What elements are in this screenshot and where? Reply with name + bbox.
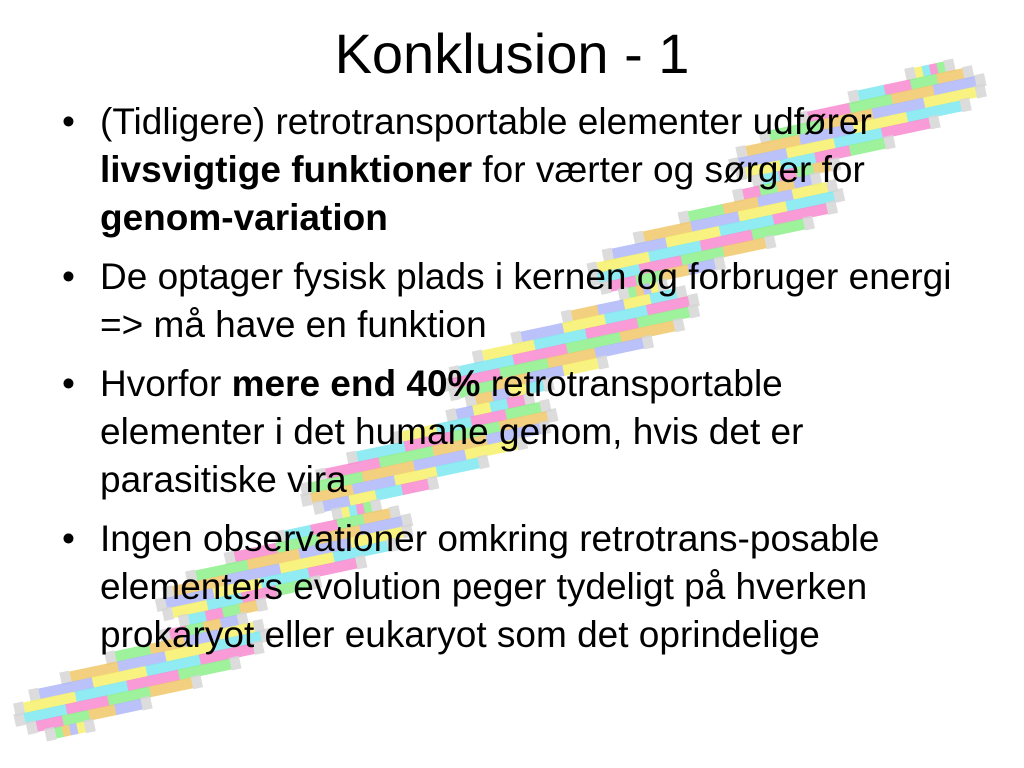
bullet-text: for værter og sørger for <box>472 149 865 190</box>
bullet-marker: • <box>62 101 75 142</box>
bullet-bold-text: mere end 40% <box>231 363 481 404</box>
bullet-text: retrotransportable elementer i det humane genom, hvis det er parasitiske vira <box>100 363 804 500</box>
bullet-item <box>56 360 956 504</box>
bullet-text: Ingen observationer omkring retrotrans-posable elementers evolution peger tydeligt på hverken prokaryot eller eukaryot som det oprindelige <box>100 518 880 655</box>
slide-title: Konklusion - 1 <box>334 22 690 85</box>
bullet-item <box>56 253 956 349</box>
bullet-marker: • <box>62 256 75 297</box>
bullet-bold-text: genom-variation <box>100 197 388 238</box>
bullet-item <box>56 515 956 659</box>
bullet-text: (Tidligere) retrotransportable elementer udfører <box>100 101 872 142</box>
bullet-marker: • <box>62 518 75 559</box>
bullet-marker: • <box>62 363 75 404</box>
bullet-text: Hvorfor <box>100 363 232 404</box>
bullet-list <box>56 98 956 670</box>
bullet-text: De optager fysisk plads i kernen og forbruger energi => må have en funktion <box>100 256 952 345</box>
bullet-item <box>56 98 956 242</box>
bullet-bold-text: livsvigtige funktioner <box>100 149 473 190</box>
